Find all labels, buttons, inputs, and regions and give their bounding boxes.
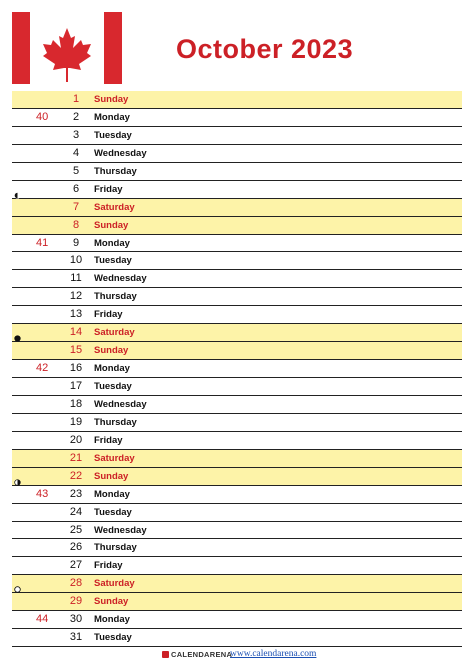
weekday-name: Friday [94, 183, 123, 195]
day-number: 27 [69, 559, 83, 572]
day-number: 28 [69, 577, 83, 590]
day-row [12, 288, 462, 306]
day-row [12, 504, 462, 522]
weekday-name: Saturday [94, 201, 135, 213]
day-number: 4 [72, 146, 80, 159]
weekday-name: Wednesday [94, 147, 147, 159]
weekday-name: Sunday [94, 219, 129, 231]
day-number: 23 [69, 487, 83, 500]
day-row [12, 163, 462, 181]
week-column [12, 629, 62, 646]
week-column [12, 432, 62, 449]
day-row [12, 91, 462, 109]
week-column [12, 145, 62, 162]
week-column [12, 593, 62, 610]
weekday-name: Tuesday [94, 632, 132, 644]
week-column [12, 252, 62, 269]
day-number: 16 [69, 362, 83, 375]
week-column [12, 217, 62, 234]
website-link[interactable]: www.calendarena.com [230, 649, 317, 659]
day-number: 20 [69, 433, 83, 446]
weekday-name: Thursday [94, 416, 137, 428]
day-row [12, 109, 462, 127]
week-number: 44 [36, 613, 49, 626]
day-row [12, 270, 462, 288]
flag-left-bar [12, 12, 30, 84]
day-row [12, 360, 462, 378]
day-row [12, 522, 462, 540]
weekday-name: Monday [94, 237, 130, 249]
calendar-icon [162, 651, 169, 658]
weekday-name: Saturday [94, 327, 135, 339]
weekday-name: Tuesday [94, 129, 132, 141]
day-row [12, 378, 462, 396]
weekday-name: Wednesday [94, 398, 147, 410]
brand-logo [162, 650, 232, 659]
weekday-name: Sunday [94, 470, 129, 482]
footer [0, 648, 474, 668]
weekday-name: Wednesday [94, 524, 147, 536]
day-row [12, 342, 462, 360]
weekday-name: Friday [94, 309, 123, 321]
day-number: 26 [69, 541, 83, 554]
weekday-name: Thursday [94, 165, 137, 177]
day-number: 9 [72, 236, 80, 249]
day-row [12, 396, 462, 414]
week-column [12, 450, 62, 467]
day-row [12, 432, 462, 450]
day-number: 11 [70, 272, 82, 285]
day-number: 10 [69, 254, 83, 267]
day-row [12, 593, 462, 611]
day-list [12, 91, 462, 647]
day-number: 6 [72, 182, 80, 195]
day-row [12, 414, 462, 432]
week-column [12, 306, 62, 323]
week-column [12, 199, 62, 216]
day-number: 8 [72, 218, 80, 231]
weekday-name: Monday [94, 614, 130, 626]
weekday-name: Saturday [94, 578, 135, 590]
day-number: 3 [72, 128, 80, 141]
weekday-name: Saturday [94, 452, 135, 464]
week-column [12, 127, 62, 144]
day-number: 15 [69, 344, 83, 357]
day-number: 12 [69, 290, 83, 303]
day-row [12, 306, 462, 324]
day-number: 2 [72, 110, 80, 123]
day-number: 13 [69, 308, 83, 321]
week-column [12, 163, 62, 180]
moon-phase-new-icon [14, 329, 21, 336]
flag-right-bar [104, 12, 122, 84]
week-number: 42 [36, 362, 49, 375]
moon-phase-first-quarter-icon [14, 473, 21, 480]
day-number: 22 [69, 469, 83, 482]
weekday-name: Sunday [94, 94, 129, 105]
canada-flag-icon [12, 12, 122, 84]
weekday-name: Tuesday [94, 506, 132, 518]
day-number: 1 [72, 93, 80, 105]
week-number: 41 [36, 236, 49, 249]
weekday-name: Friday [94, 560, 123, 572]
weekday-name: Monday [94, 111, 130, 123]
day-row [12, 199, 462, 217]
day-number: 17 [69, 380, 83, 392]
day-row [12, 450, 462, 468]
weekday-name: Thursday [94, 291, 137, 303]
week-column [12, 414, 62, 431]
week-column [12, 342, 62, 359]
maple-leaf-icon [39, 26, 95, 84]
moon-phase-full-icon [14, 580, 21, 587]
week-column [12, 91, 62, 108]
day-row [12, 252, 462, 270]
weekday-name: Sunday [94, 596, 129, 608]
day-number: 31 [69, 631, 83, 644]
weekday-name: Friday [94, 434, 123, 446]
page-title: October 2023 [176, 34, 354, 64]
day-row [12, 575, 462, 593]
day-row [12, 145, 462, 163]
day-number: 18 [69, 397, 83, 410]
day-row [12, 611, 462, 629]
week-number: 43 [36, 487, 49, 500]
weekday-name: Tuesday [94, 381, 132, 392]
calendar-header [0, 0, 474, 92]
week-number: 40 [36, 110, 49, 123]
week-column [12, 270, 62, 287]
weekday-name: Sunday [94, 345, 129, 357]
week-column [12, 504, 62, 521]
weekday-name: Thursday [94, 542, 137, 554]
day-row [12, 127, 462, 145]
week-column [12, 522, 62, 539]
day-row [12, 539, 462, 557]
weekday-name: Wednesday [94, 273, 147, 285]
weekday-name: Monday [94, 363, 130, 375]
day-row [12, 324, 462, 342]
weekday-name: Tuesday [94, 255, 132, 267]
day-row [12, 486, 462, 504]
week-column [12, 378, 62, 395]
day-row [12, 217, 462, 235]
day-number: 5 [72, 164, 80, 177]
day-number: 25 [69, 523, 83, 536]
weekday-name: Monday [94, 488, 130, 500]
day-number: 19 [69, 415, 83, 428]
day-number: 7 [72, 200, 80, 213]
week-column [12, 557, 62, 574]
day-number: 14 [69, 326, 83, 339]
day-number: 24 [69, 505, 83, 518]
day-row [12, 181, 462, 199]
day-row [12, 235, 462, 253]
day-number: 21 [69, 451, 83, 464]
day-number: 30 [69, 613, 83, 626]
day-row [12, 557, 462, 575]
day-row [12, 629, 462, 647]
week-column [12, 288, 62, 305]
day-number: 29 [69, 595, 83, 608]
brand-name: CALENDARENA [171, 650, 233, 659]
week-column [12, 539, 62, 556]
day-row [12, 468, 462, 486]
moon-phase-last-quarter-icon [14, 186, 21, 193]
week-column [12, 396, 62, 413]
